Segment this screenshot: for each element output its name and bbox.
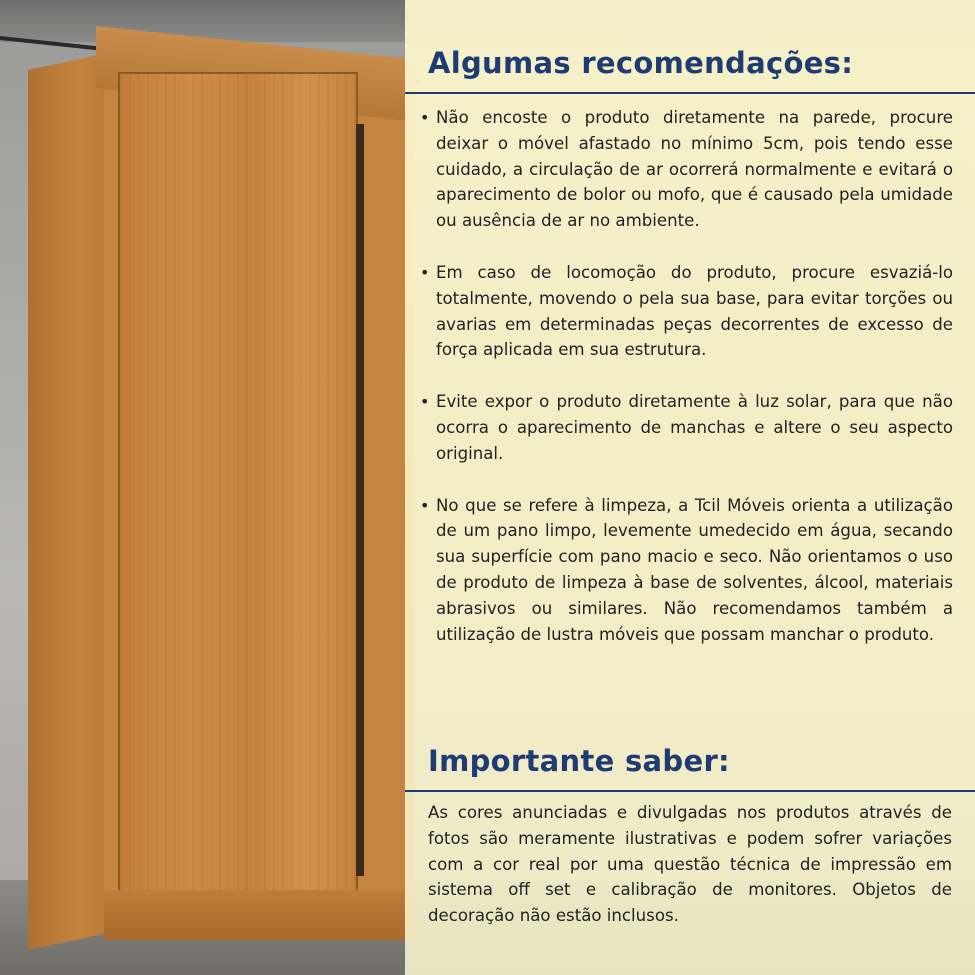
important-text: As cores anunciadas e divulgadas nos produtos através de fotos são meramente ilustrativas e podem sofrer variações com a cor real por uma questão técnica de impressão em sistema off set e calibração de monitores. Objetos de decoração não estão inclusos. [428,803,952,926]
bullet-icon: • [420,495,430,515]
bullet-icon: • [420,392,430,412]
title-divider [405,92,975,94]
list-item-text: Em caso de locomoção do produto, procure esvaziá-lo totalmente, movendo o pela sua base, para evitar torções ou avarias em determinadas peças decorrentes de excesso de força aplicada em sua estrutura. [436,262,953,360]
recommendations-list [418,105,953,673]
list-item-text: Evite expor o produto diretamente à luz solar, para que não ocorra o aparecimento de manchas e altere o seu aspecto original. [436,392,953,463]
bullet-icon: • [420,108,430,127]
list-item [418,105,953,234]
title-divider [405,790,975,792]
bullet-icon: • [420,262,430,282]
important-title: Importante saber: [428,744,730,778]
list-item [418,493,953,648]
wardrobe-base [104,890,414,940]
recommendations-title: Algumas recomendações: [428,46,854,80]
list-item-text: No que se refere à limpeza, a Tcil Móveis orienta a utilização de um pano limpo, levemente umedecido em água, secando sua superfície com pano macio e seco. Não orientamos o uso de produto de limpeza à base de solventes, álcool, materiais abrasivos ou similares. Não recomendamos também a utilização de lustra móveis que possam manchar o produto. [436,495,953,644]
list-item [418,260,953,363]
wardrobe-side-panel [28,52,112,950]
list-item-text: Não encoste o produto diretamente na parede, procure deixar o móvel afastado no mínimo 5cm, pois tendo esse cuidado, a circulação de ar ocorrerá normalmente e evitará o aparecimento de bolor ou mofo, que é causado pela umidade ou ausência de ar no ambiente. [436,108,953,231]
list-item [418,389,953,466]
door-rail [356,124,364,876]
wardrobe-wood-door [118,72,358,894]
